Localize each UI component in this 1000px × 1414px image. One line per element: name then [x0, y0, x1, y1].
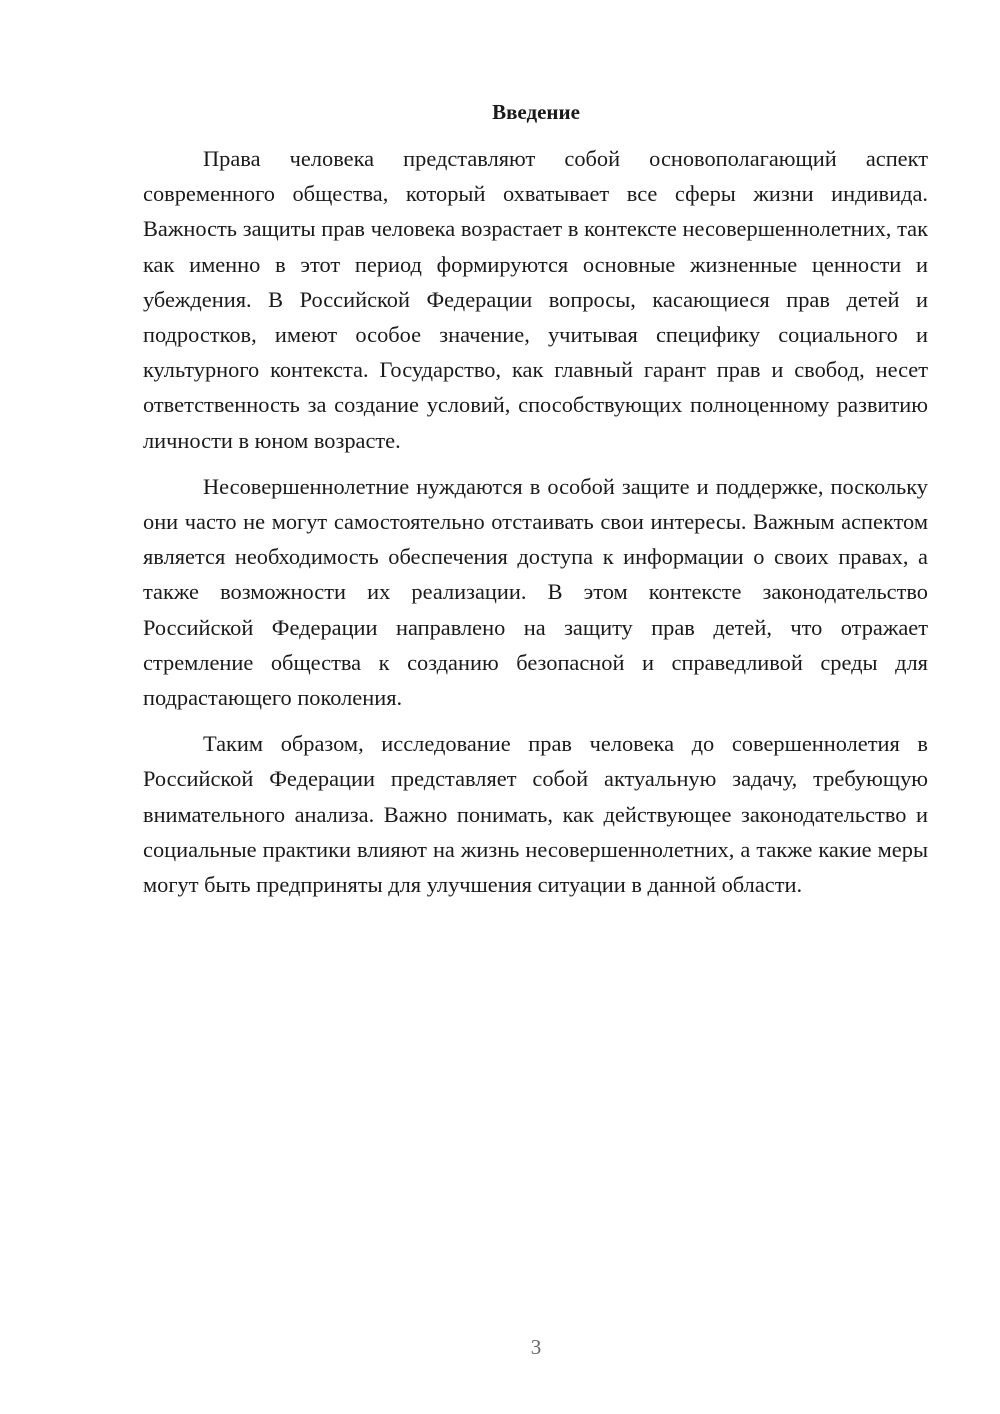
body-text	[143, 141, 928, 913]
section-title: Введение	[492, 100, 580, 124]
page-number: 3	[530, 1335, 542, 1359]
paragraph: Несовершеннолетние нуждаются в особой защите и поддержке, поскольку они часто не могут самостоятельно отстаивать свои интересы. Важным аспектом является необходимость обеспечения доступа к информации о своих правах, а также возможности их реализации. В этом контексте законодательство Российской Федерации направлено на защиту прав детей, что отражает стремление общества к созданию безопасной и справедливой среды для подрастающего поколения.	[143, 473, 928, 711]
paragraph: Права человека представляют собой основополагающий аспект современного общества, который охватывает все сферы жизни индивида. Важность защиты прав человека возрастает в контексте несовершеннолетних, так как именно в этот период формируются основные жизненные ценности и убеждения. В Российской Федерации вопросы, касающиеся прав детей и подростков, имеют особое значение, учитывая специфику социального и культурного контекста. Государство, как главный гарант прав и свобод, несет ответственность за создание условий, способствующих полноценному развитию личности в юном возрасте.	[143, 146, 928, 453]
paragraph: Таким образом, исследование прав человека до совершеннолетия в Российской Федерации представляет собой актуальную задачу, требующую внимательного анализа. Важно понимать, как действующее законодательство и социальные практики влияют на жизнь несовершеннолетних, а также какие меры могут быть предприняты для улучшения ситуации в данной области.	[143, 731, 928, 898]
